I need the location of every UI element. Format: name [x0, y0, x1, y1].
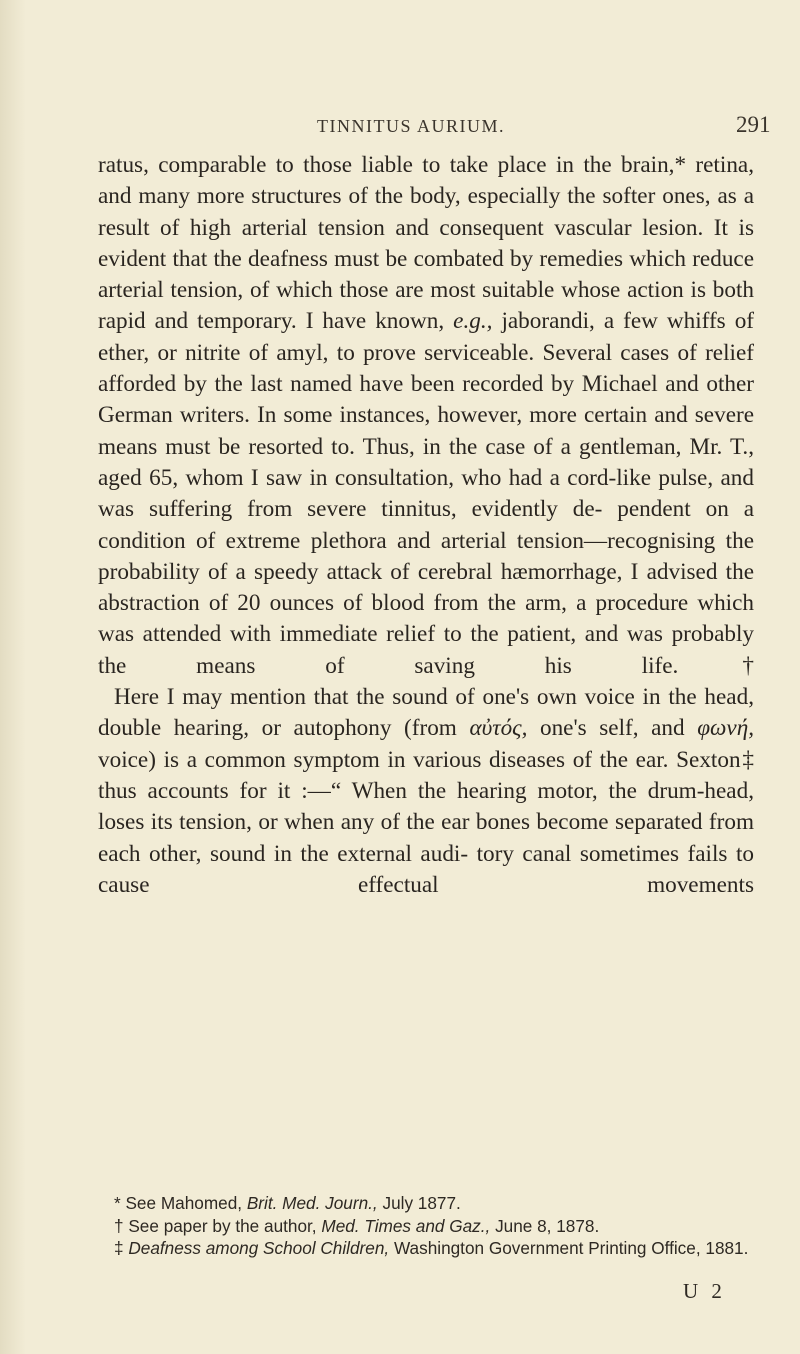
paragraph-2-part-a: Here I may mention that the sound of one's own voice in the head, double hearing, or autophony (from: [98, 684, 754, 742]
eg-abbreviation: e.g.,: [453, 308, 493, 335]
signature-mark: U 2: [683, 1279, 726, 1303]
paragraph-1: [98, 150, 754, 682]
paragraph-1-continued: jaborandi, a few whiffs of ether, or nitrite of amyl, to prove serviceable. Several cases of relief afforded by the last named have been recorded by Michael and other German writers. In some instances, however, more certain and severe means must be resorted to. Thus, in the case of a gentleman, Mr. T., aged 65, whom I saw in consultation, who had a cord-like pulse, and was suffering from severe tinnitus, evidently de- pendent on a condition of extreme plethora and arterial tension—recognising the probability of a speedy attack of cerebral hæmorrhage, I advised the abstraction of 20 ounces of blood from the arm, a procedure which was attended with immediate relief to the patient, and was probably the means of saving his life.†: [98, 308, 755, 679]
page-edge-shadow: [0, 0, 26, 1354]
footnote-1-journal: Brit. Med. Journ.,: [246, 1193, 378, 1213]
greek-autos: αὐτός,: [469, 715, 528, 742]
footnote-3-mark: ‡: [114, 1238, 124, 1259]
running-title: TINNITUS AURIUM.: [317, 116, 505, 136]
footnote-2: [98, 1215, 756, 1238]
footnote-2-date: June 8, 1878.: [495, 1215, 600, 1236]
footnote-3-title: Deafness among School Children,: [128, 1238, 390, 1259]
greek-phone: φωνή,: [697, 715, 755, 742]
footnotes: [98, 1192, 756, 1260]
paragraph-2-part-b: one's self, and: [539, 715, 685, 742]
footnote-1-text: * See Mahomed,: [114, 1193, 243, 1213]
footnote-1: [98, 1192, 756, 1215]
paragraph-2-part-c: voice) is a common symptom in various diseases of the ear. Sexton‡ thus accounts for it :—“ When the hearing motor, the drum-head, loses its tension, or when any of the ear bones become separated from each other, sound in the external audi- tory canal sometimes fails to cause effectual movements: [98, 746, 754, 898]
body-text: [98, 150, 754, 901]
page-header: [0, 112, 800, 140]
footnote-3-publisher: Washington Government Printing Office, 1881.: [393, 1238, 749, 1259]
footnote-3: [98, 1237, 756, 1260]
footnote-2-journal: Med. Times and Gaz.,: [321, 1215, 491, 1236]
footnote-1-date: July 1877.: [382, 1193, 461, 1213]
paragraph-2: [98, 682, 754, 901]
footnote-2-text: † See paper by the author,: [114, 1215, 317, 1236]
page-number: 291: [736, 112, 771, 137]
paragraph-1-text: ratus, comparable to those liable to take place in the brain,* retina, and many more structures of the body, especially the softer ones, as a result of high arterial tension and consequent vascular lesion. It is evident that the deafness must be combated by remedies which reduce arterial tension, of which those are most suitable whose action is both rapid and temporary. I have known,: [98, 152, 754, 335]
